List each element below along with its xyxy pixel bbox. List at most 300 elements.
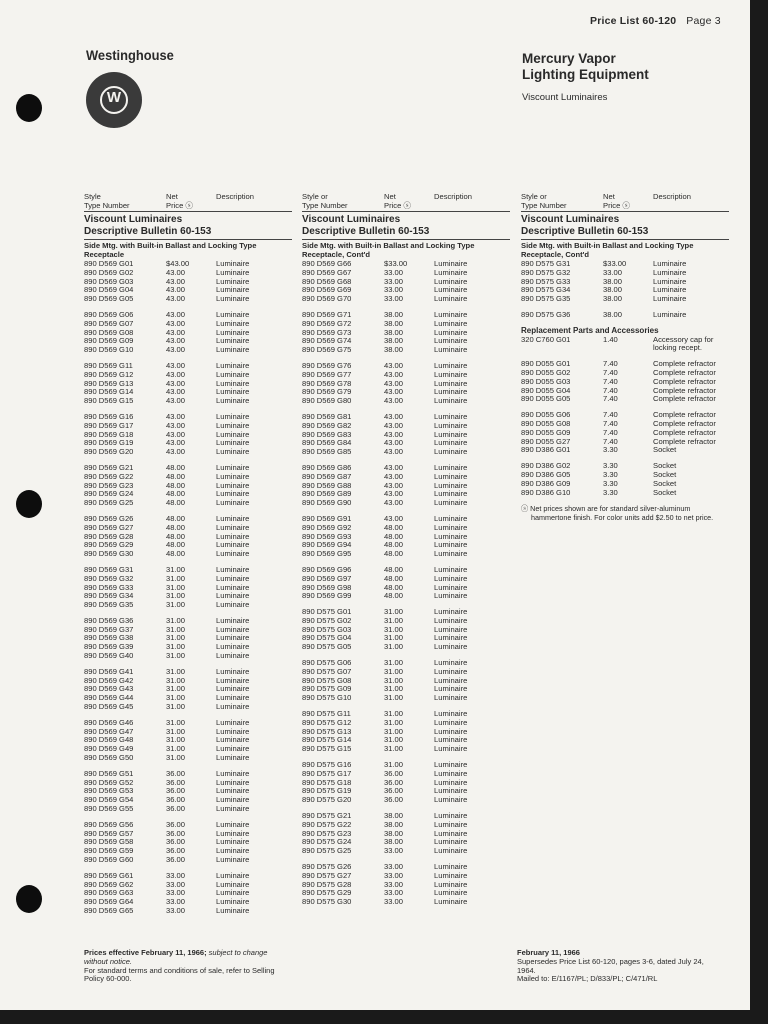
column-header [521,193,729,212]
net-price: 43.00 [166,411,186,421]
description: Luminaire [216,327,250,337]
terms-reference: For standard terms and conditions of sale, refer to Selling Policy 60-000. [84,965,275,984]
description: Luminaire [216,573,250,583]
header-type-number: Type Number [84,200,130,210]
net-price: 31.00 [166,651,186,661]
type-number: 890 D569 G83 [302,429,352,439]
description: Luminaire [216,285,250,295]
type-number: 890 D569 G13 [84,378,134,388]
description: Complete refractor [653,367,716,377]
net-price: 43.00 [166,327,186,337]
header-type-number: Type Number [521,200,567,210]
net-price: 43.00 [384,411,404,421]
net-price: 31.00 [166,615,186,625]
description: Luminaire [216,540,250,550]
net-price: 48.00 [166,471,186,481]
net-price: 48.00 [384,582,404,592]
net-price: 48.00 [166,549,186,559]
net-price: 31.00 [384,607,404,617]
description: Luminaire [216,259,250,268]
price-group [302,413,510,457]
price-group [84,464,292,508]
type-number: 890 D569 G22 [84,471,134,481]
net-price: 36.00 [166,795,186,805]
net-price: 33.00 [384,267,404,277]
price-row [302,346,510,355]
net-price: 36.00 [384,786,404,796]
description: Luminaire [434,666,468,676]
description: Luminaire [216,429,250,439]
type-number: 890 D569 G20 [84,447,134,457]
net-price: 36.00 [384,768,404,778]
type-number: 890 D569 G70 [302,294,352,304]
net-price: 31.00 [384,642,404,652]
description: Luminaire [434,607,468,617]
price-group [84,413,292,457]
description: Luminaire [216,420,250,430]
price-row [302,643,510,652]
net-price: 48.00 [166,522,186,532]
type-number: 890 D569 G71 [302,309,352,319]
description: Luminaire [216,786,250,796]
type-number: 890 D569 G91 [302,513,352,523]
description: Luminaire [216,837,250,847]
type-number: 890 D569 G49 [84,744,134,754]
type-number: 890 D569 G96 [302,564,352,574]
description: Luminaire [434,396,468,406]
net-price: 31.00 [166,600,186,610]
type-number: 890 D575 G30 [302,897,352,907]
type-number: 890 D569 G10 [84,345,134,355]
price-row [84,346,292,355]
net-price: 43.00 [384,420,404,430]
title-line-1: Mercury Vapor [522,51,616,66]
description: Complete refractor [653,394,716,404]
header-net: Net [166,192,178,201]
description: Luminaire [216,336,250,346]
price-row [302,847,510,856]
net-price: 38.00 [384,327,404,337]
type-number: 890 D569 G99 [302,591,352,601]
description: Complete refractor [653,427,716,437]
net-price: 43.00 [166,438,186,448]
description: Luminaire [434,709,468,719]
description: Luminaire [434,531,468,541]
net-price: 43.00 [166,369,186,379]
type-number: 890 D569 G32 [84,573,134,583]
type-number: 890 D386 G02 [521,461,571,471]
net-price: 36.00 [166,777,186,787]
header-style: Style or [302,192,328,201]
price-group [521,311,729,320]
net-price: 31.00 [384,658,404,668]
type-number: 890 D569 G36 [84,615,134,625]
net-price: 43.00 [166,285,186,295]
type-number: 890 D569 G09 [84,336,134,346]
type-number: 890 D575 G08 [302,675,352,685]
description: Luminaire [434,489,468,499]
net-price: 31.00 [166,753,186,763]
description: Luminaire [216,267,250,277]
type-number: 890 D569 G78 [302,378,352,388]
net-price: 31.00 [384,726,404,736]
type-number: 890 D569 G81 [302,411,352,421]
description: Luminaire [216,294,250,304]
section-heading [521,214,729,240]
description: Luminaire [216,753,250,763]
type-number: 890 D569 G03 [84,276,134,286]
description: Complete refractor [653,436,716,446]
type-number: 890 D575 G09 [302,684,352,694]
net-price: 43.00 [384,480,404,490]
description: Luminaire [216,828,250,838]
type-number: 890 D569 G67 [302,267,352,277]
type-number: 890 D569 G28 [84,531,134,541]
description: Luminaire [434,369,468,379]
header-price: Price ⓢ [166,200,194,210]
description: Luminaire [216,438,250,448]
price-group [302,863,510,907]
net-price: 31.00 [166,726,186,736]
net-price: 7.40 [603,376,618,386]
footer-effective-notice [84,949,289,984]
type-number: 890 D575 G07 [302,666,352,676]
net-price: 7.40 [603,359,618,369]
net-price: 31.00 [166,633,186,643]
type-number: 890 D569 G82 [302,420,352,430]
net-price: 33.00 [384,870,404,880]
type-number: 890 D575 G21 [302,811,352,821]
type-number: 890 D055 G01 [521,359,571,369]
type-number: 890 D575 G01 [302,607,352,617]
type-number: 890 D569 G60 [84,855,134,865]
price-group [84,311,292,355]
net-price: 33.00 [384,897,404,907]
type-number: 890 D575 G11 [302,709,351,719]
type-number: 890 D569 G05 [84,294,134,304]
net-price: 38.00 [603,285,623,295]
description: Luminaire [434,267,468,277]
net-price: 31.00 [166,744,186,754]
type-number: 890 D569 G16 [84,411,134,421]
net-price: 3.30 [603,487,618,497]
type-number: 890 D569 G12 [84,369,134,379]
type-number: 890 D569 G19 [84,438,134,448]
type-number: 890 D569 G30 [84,549,134,559]
price-row [302,550,510,559]
net-price: 48.00 [384,549,404,559]
description: Luminaire [434,327,468,337]
type-number: 890 D569 G63 [84,888,134,898]
net-price: $33.00 [384,259,408,268]
description: Luminaire [434,591,468,601]
net-price: 31.00 [166,675,186,685]
price-column-1 [84,193,292,916]
net-price: 43.00 [384,447,404,457]
description: Luminaire [216,411,250,421]
description: Accessory cap for locking recept. [653,334,714,353]
net-price: 43.00 [384,369,404,379]
price-group [84,872,292,916]
type-number: 890 D569 G41 [84,666,134,676]
description: Luminaire [216,345,250,355]
description: Luminaire [216,471,250,481]
net-price: 38.00 [384,336,404,346]
price-row [521,489,729,498]
price-row [521,295,729,304]
description: Luminaire [216,675,250,685]
net-price: 7.40 [603,394,618,404]
type-number: 890 D569 G35 [84,600,134,610]
header-net: Net [384,192,396,201]
net-price: 36.00 [166,846,186,856]
type-number: 890 D569 G97 [302,573,352,583]
supersedes-note: Supersedes Price List 60-120, pages 3-6, dated July 24, 1964. [517,956,704,975]
price-group [302,659,510,703]
type-number: 890 D575 G19 [302,786,352,796]
type-number: 890 D569 G68 [302,276,352,286]
type-number: 890 D569 G27 [84,522,134,532]
price-group [302,608,510,652]
description: Luminaire [653,259,687,268]
description: Luminaire [434,777,468,787]
header-price: Price ⓢ [603,200,631,210]
price-group [84,260,292,304]
net-price: 48.00 [166,462,186,472]
type-number: 890 D569 G52 [84,777,134,787]
type-number: 890 D575 G22 [302,819,352,829]
punch-hole [16,94,42,122]
type-number: 890 D386 G09 [521,478,571,488]
type-number: 890 D569 G58 [84,837,134,847]
price-group [302,566,510,601]
net-price: 31.00 [384,666,404,676]
price-row [302,745,510,754]
description: Luminaire [216,768,250,778]
net-price: 38.00 [603,276,623,286]
net-price: 43.00 [166,276,186,286]
net-price: 43.00 [384,396,404,406]
net-price: 3.30 [603,469,618,479]
net-price: 36.00 [384,777,404,787]
price-row [521,311,729,320]
price-row [302,898,510,907]
type-number: 890 D569 G61 [84,870,134,880]
description: Luminaire [216,531,250,541]
type-number: 890 D569 G56 [84,819,134,829]
type-number: 890 D569 G89 [302,489,352,499]
type-number: 890 D569 G29 [84,540,134,550]
type-number: 890 D575 G31 [521,259,571,268]
description: Socket [653,487,677,497]
description: Luminaire [434,658,468,668]
description: Complete refractor [653,410,716,420]
logo-letter: W [106,89,122,106]
net-price: 3.30 [603,461,618,471]
net-price: 38.00 [384,837,404,847]
issue-date: February 11, 1966 [517,948,580,957]
net-price: 31.00 [384,717,404,727]
description: Luminaire [434,360,468,370]
net-price: 33.00 [166,897,186,907]
description: Luminaire [216,513,250,523]
type-number: 890 D569 G42 [84,675,134,685]
type-number: 890 D569 G44 [84,693,134,703]
net-price: 31.00 [166,573,186,583]
net-price: 31.00 [166,591,186,601]
type-number: 890 D569 G77 [302,369,352,379]
type-number: 890 D569 G75 [302,345,352,355]
header-net: Net [603,192,615,201]
replacement-parts-heading: Replacement Parts and Accessories [521,325,659,335]
type-number: 890 D569 G26 [84,513,134,523]
price-group [521,260,729,304]
description: Luminaire [434,786,468,796]
description: Luminaire [216,651,250,661]
net-price: 31.00 [384,684,404,694]
price-group [302,761,510,805]
type-number: 890 D569 G02 [84,267,134,277]
bulletin-reference: Descriptive Bulletin 60-153 [302,226,430,237]
type-number: 890 D575 G28 [302,879,352,889]
net-price: 43.00 [384,387,404,397]
description: Luminaire [216,378,250,388]
description: Luminaire [434,675,468,685]
net-price: 36.00 [166,786,186,796]
type-number: 890 D575 G04 [302,633,352,643]
footer-supersedes [517,949,722,984]
type-number: 890 D569 G85 [302,447,352,457]
type-number: 890 D575 G17 [302,768,352,778]
description: Luminaire [216,870,250,880]
type-number: 890 D569 G15 [84,396,134,406]
type-number: 890 D575 G36 [521,309,571,319]
type-number: 890 D575 G05 [302,642,352,652]
type-number: 890 D569 G86 [302,462,352,472]
description: Luminaire [216,624,250,634]
description: Luminaire [216,591,250,601]
type-number: 890 D569 G87 [302,471,352,481]
type-number: 890 D569 G25 [84,498,134,508]
description: Complete refractor [653,385,716,395]
net-price: 43.00 [166,396,186,406]
net-price: 43.00 [384,462,404,472]
net-price: 7.40 [603,418,618,428]
type-number: 890 D575 G34 [521,285,571,295]
section-title: Viscount Luminaires [84,214,183,225]
description: Luminaire [434,870,468,880]
price-group [84,719,292,763]
page-title [522,51,649,83]
description: Luminaire [216,498,250,508]
net-price: 48.00 [166,513,186,523]
type-number: 890 D575 G33 [521,276,571,286]
net-price: 7.40 [603,410,618,420]
type-number: 890 D569 G47 [84,726,134,736]
type-number: 890 D575 G35 [521,294,571,304]
price-group [521,360,729,404]
type-number: 890 D575 G20 [302,795,352,805]
description: Luminaire [216,717,250,727]
type-number: 890 D569 G55 [84,804,134,814]
description: Luminaire [216,777,250,787]
price-row [84,448,292,457]
net-price: 48.00 [384,522,404,532]
type-number: 890 D569 G88 [302,480,352,490]
description: Luminaire [216,735,250,745]
net-price: 33.00 [384,846,404,856]
description: Luminaire [216,447,250,457]
description: Luminaire [216,522,250,532]
net-price: 31.00 [384,624,404,634]
type-number: 890 D575 G12 [302,717,352,727]
description: Luminaire [434,735,468,745]
section-heading [302,214,510,240]
price-row [84,703,292,712]
type-number: 890 D569 G59 [84,846,134,856]
description: Socket [653,478,677,488]
type-number: 890 D386 G05 [521,469,571,479]
net-price: 7.40 [603,385,618,395]
net-price: 7.40 [603,367,618,377]
description: Luminaire [216,897,250,907]
price-row [302,499,510,508]
description: Luminaire [216,615,250,625]
net-price: 36.00 [384,795,404,805]
description: Luminaire [434,846,468,856]
description: Luminaire [216,684,250,694]
description: Luminaire [434,540,468,550]
description: Luminaire [216,642,250,652]
description: Luminaire [434,633,468,643]
net-price: 48.00 [384,591,404,601]
type-number: 890 D569 G76 [302,360,352,370]
type-number: 890 D055 G03 [521,376,571,386]
price-row [84,550,292,559]
description: Luminaire [434,879,468,889]
description: Luminaire [216,804,250,814]
description: Luminaire [434,615,468,625]
type-number: 890 D569 G95 [302,549,352,559]
net-price: 43.00 [384,471,404,481]
type-number: 890 D055 G08 [521,418,571,428]
description: Luminaire [216,888,250,898]
description: Luminaire [434,573,468,583]
type-number: 890 D569 G62 [84,879,134,889]
description: Luminaire [216,387,250,397]
net-price: 31.00 [166,564,186,574]
net-price: 43.00 [166,294,186,304]
net-price: 36.00 [166,768,186,778]
description: Complete refractor [653,418,716,428]
price-column-3 [521,193,729,522]
price-row [302,448,510,457]
net-price: 43.00 [384,429,404,439]
net-price: 43.00 [384,378,404,388]
net-price: 36.00 [166,855,186,865]
description: Luminaire [216,879,250,889]
price-group [521,411,729,455]
description: Complete refractor [653,359,716,369]
type-number: 890 D055 G05 [521,394,571,404]
description: Luminaire [434,471,468,481]
section-heading [84,214,292,240]
type-number: 890 D569 G72 [302,318,352,328]
type-number: 890 D569 G21 [84,462,134,472]
description: Luminaire [434,276,468,286]
type-number: 890 D575 G10 [302,693,352,703]
description: Luminaire [434,387,468,397]
